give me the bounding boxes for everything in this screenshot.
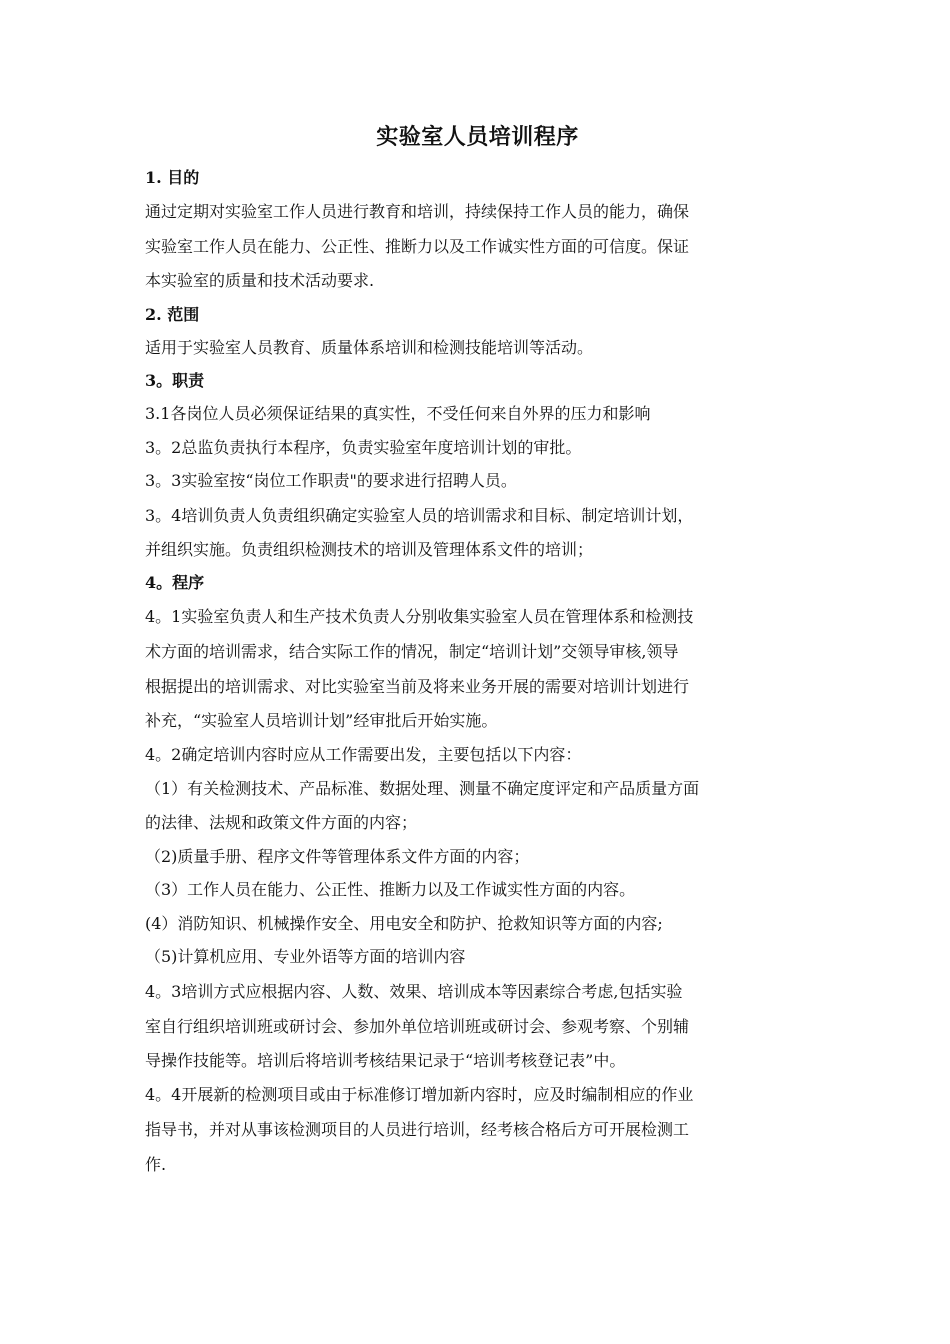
text-line: 4。2确定培训内容时应从工作需要出发，主要包括以下内容： [145,744,582,764]
text-line: 根据提出的培训需求、对比实验室当前及将来业务开展的需要对培训计划进行 [145,677,690,696]
document-body [145,115,810,1182]
section-body-procedure [145,599,810,1182]
text-line: （3）工作人员在能力、公正性、推断力以及工作诚实性方面的内容。 [145,880,636,899]
section-heading-purpose: 1. 目的 [145,168,200,187]
text-line: 并组织实施。负责组织检测技术的培训及管理体系文件的培训； [145,539,594,559]
text-line: 作. [145,1155,167,1174]
text-line: 室自行组织培训班或研讨会、参加外单位培训班或研讨会、参观考察、个别辅 [145,1016,690,1036]
text-line: 术方面的培训需求，结合实际工作的情况，制定“培训计划”交领导审核,领导 [145,642,679,661]
section-body-responsibilities [145,397,810,566]
text-line: 本实验室的质量和技术活动要求. [145,271,375,290]
text-line: 4。4开展新的检测项目或由于标准修订增加新内容时，应及时编制相应的作业 [145,1085,694,1104]
text-line: 3。2总监负责执行本程序，负责实验室年度培训计划的审批。 [145,437,582,457]
text-line: 3。3实验室按“岗位工作职责"的要求进行招聘人员。 [145,471,517,490]
text-line: （5)计算机应用、专业外语等方面的培训内容 [145,947,466,966]
text-line: （1）有关检测技术、产品标准、数据处理、测量不确定度评定和产品质量方面 [145,779,700,798]
text-line: (4）消防知识、机械操作安全、用电安全和防护、抢救知识等方面的内容; [145,913,663,933]
text-line: 适用于实验室人员教育、质量体系培训和检测技能培训等活动。 [145,337,594,357]
section-body-purpose [145,194,810,298]
section-heading-scope: 2. 范围 [145,304,200,324]
text-line: 实验室工作人员在能力、公正性、推断力以及工作诚实性方面的可信度。保证 [145,237,690,256]
text-line: 导操作技能等。培训后将培训考核结果记录于“培训考核登记表”中。 [145,1050,626,1070]
text-line: 指导书，并对从事该检测项目的人员进行培训，经考核合格后方可开展检测工 [145,1120,690,1139]
text-line: 3.1各岗位人员必须保证结果的真实性，不受任何来自外界的压力和影响 [145,404,651,423]
text-line: 的法律、法规和政策文件方面的内容； [145,813,418,832]
section-heading-procedure: 4。程序 [145,573,205,592]
text-line: 补充，“实验室人员培训计划”经审批后开始实施。 [145,711,498,730]
text-line: （2)质量手册、程序文件等管理体系文件方面的内容； [145,846,530,866]
text-line: 3。4培训负责人负责组织确定实验室人员的培训需求和目标、制定培训计划， [145,505,694,525]
text-line: 4。1实验室负责人和生产技术负责人分别收集实验室人员在管理体系和检测技 [145,607,694,626]
section-body-scope [145,331,810,365]
text-line: 通过定期对实验室工作人员进行教育和培训，持续保持工作人员的能力，确保 [145,202,690,221]
section-heading-responsibilities: 3。职责 [145,371,205,390]
document-title: 实验室人员培训程序 [376,124,579,150]
text-line: 4。3培训方式应根据内容、人数、效果、培训成本等因素综合考虑,包括实验 [145,981,683,1001]
